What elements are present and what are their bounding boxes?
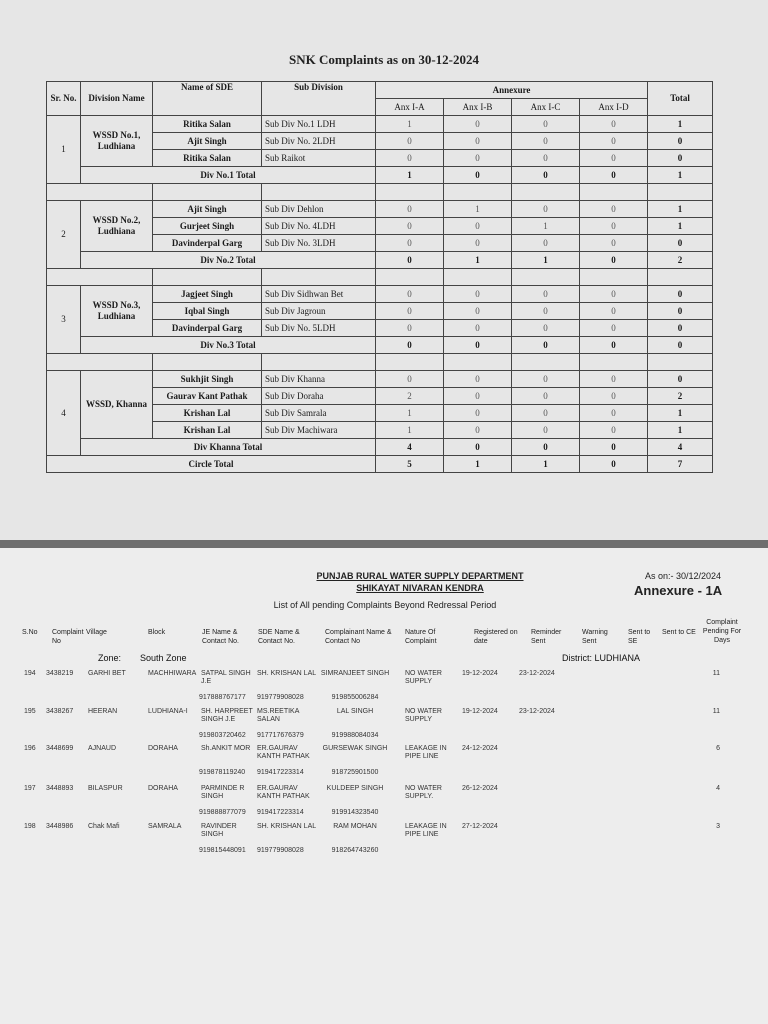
header-cell: Registered on date [474, 629, 518, 645]
division-total-t: 0 [648, 337, 713, 354]
empty-cell [648, 184, 713, 201]
row-sde-phone: 919779908028 [257, 847, 304, 854]
sub-division-cell: Sub Div Jagroun [262, 303, 376, 320]
row-reminder: 23-12-2024 [519, 708, 555, 715]
empty-cell [512, 354, 580, 371]
kendra-title: SHIKAYAT NIVARAN KENDRA [356, 583, 484, 593]
row-sno: 197 [24, 785, 36, 792]
empty-cell [444, 269, 512, 286]
anx-d-cell: 0 [580, 150, 648, 167]
sub-division-cell: Sub Div No. 3LDH [262, 235, 376, 252]
anx-d-cell: 0 [580, 201, 648, 218]
anx-b-cell: 0 [444, 235, 512, 252]
empty-cell [81, 184, 153, 201]
spacer-row [47, 354, 713, 371]
row-pending-days: 11 [712, 670, 720, 677]
total-cell: 0 [648, 133, 713, 150]
anx-c-cell: 0 [512, 422, 580, 439]
col-annexure: Annexure [376, 82, 648, 99]
division-total-label: Div No.3 Total [81, 337, 376, 354]
sde-cell: Ritika Salan [153, 116, 262, 133]
row-sde-phone: 919779908028 [257, 694, 304, 701]
sr-no-cell: 1 [47, 116, 81, 184]
sub-division-cell: Sub Raikot [262, 150, 376, 167]
total-cell: 1 [648, 116, 713, 133]
anx-a-cell: 0 [376, 201, 444, 218]
anx-a-cell: 0 [376, 303, 444, 320]
row-nature: LEAKAGE IN PIPE LINE [405, 745, 447, 760]
row-registered: 26-12-2024 [462, 785, 498, 792]
row-je-name: PARMINDE R SINGH [201, 785, 245, 800]
sde-cell: Ajit Singh [153, 133, 262, 150]
empty-cell [648, 269, 713, 286]
row-block: MACHHIWARA [148, 670, 197, 677]
anx-d-cell: 0 [580, 371, 648, 388]
row-pending-days: 4 [716, 785, 720, 792]
header-cell: Reminder Sent [531, 629, 562, 645]
col-sr-no: Sr. No. [47, 82, 81, 116]
empty-cell [262, 354, 376, 371]
row-complaint-no: 3448893 [46, 785, 74, 792]
anx-d-cell: 0 [580, 235, 648, 252]
col-anx-c: Anx I-C [512, 99, 580, 116]
division-total-c: 0 [512, 439, 580, 456]
sub-division-cell: Sub Div Sidhwan Bet [262, 286, 376, 303]
header-cell: Complainant Name & Contact No [325, 629, 392, 645]
sub-division-cell: Sub Div No. 2LDH [262, 133, 376, 150]
division-total-t: 4 [648, 439, 713, 456]
as-on-date: As on:- 30/12/2024 [645, 571, 722, 581]
division-total-b: 0 [444, 439, 512, 456]
sub-division-cell: Sub Div Machiwara [262, 422, 376, 439]
row-sde-phone: 917717676379 [257, 732, 304, 739]
division-total-t: 1 [648, 167, 713, 184]
empty-cell [512, 184, 580, 201]
anx-c-cell: 0 [512, 286, 580, 303]
row-registered: 24-12-2024 [462, 745, 498, 752]
anx-b-cell: 0 [444, 133, 512, 150]
empty-cell [648, 354, 713, 371]
header-cell: Sent to SE [628, 629, 651, 645]
anx-c-cell: 0 [512, 201, 580, 218]
anx-d-cell: 0 [580, 286, 648, 303]
sr-no-cell: 4 [47, 371, 81, 456]
row-je-name: SATPAL SINGH J.E [201, 670, 251, 685]
anx-b-cell: 0 [444, 388, 512, 405]
col-sde: Name of SDE [153, 82, 262, 116]
anx-a-cell: 0 [376, 320, 444, 337]
row-je-phone: 919803720462 [199, 732, 246, 739]
row-complainant: LAL SINGH [336, 708, 374, 715]
division-total-d: 0 [580, 252, 648, 269]
division-total-label: Div Khanna Total [81, 439, 376, 456]
anx-d-cell: 0 [580, 116, 648, 133]
circle-total-d: 0 [580, 456, 648, 473]
row-reminder: 23-12-2024 [519, 670, 555, 677]
row-complaint-no: 3438219 [46, 670, 74, 677]
empty-cell [153, 269, 262, 286]
row-registered: 19-12-2024 [462, 708, 498, 715]
row-sde-name: ER.GAURAV KANTH PATHAK [257, 785, 310, 800]
row-je-name: SH. HARPREET SINGH J.E [201, 708, 253, 723]
anx-a-cell: 0 [376, 218, 444, 235]
row-village: BILASPUR [88, 785, 123, 792]
division-total-b: 0 [444, 167, 512, 184]
anx-a-cell: 0 [376, 286, 444, 303]
sde-cell: Ajit Singh [153, 201, 262, 218]
anx-b-cell: 0 [444, 405, 512, 422]
row-je-name: RAVINDER SINGH [201, 823, 237, 838]
table-row [47, 371, 713, 388]
anx-d-cell: 0 [580, 388, 648, 405]
anx-a-cell: 1 [376, 405, 444, 422]
division-total-a: 0 [376, 337, 444, 354]
row-complainant: RAM MOHAN [333, 823, 377, 830]
empty-cell [47, 354, 81, 371]
sub-division-cell: Sub Div No. 4LDH [262, 218, 376, 235]
sde-cell: Krishan Lal [153, 405, 262, 422]
empty-cell [444, 184, 512, 201]
total-cell: 0 [648, 150, 713, 167]
anx-b-cell: 1 [444, 201, 512, 218]
empty-cell [153, 184, 262, 201]
empty-cell [47, 269, 81, 286]
col-division: Division Name [81, 82, 153, 116]
division-total-b: 1 [444, 252, 512, 269]
row-pending-days: 3 [716, 823, 720, 830]
row-complainant-phone: 919855006284 [331, 694, 379, 701]
sub-division-cell: Sub Div No.1 LDH [262, 116, 376, 133]
anx-d-cell: 0 [580, 218, 648, 235]
division-total-a: 1 [376, 167, 444, 184]
row-pending-days: 6 [716, 745, 720, 752]
row-sde-name: MS.REETIKA SALAN [257, 708, 300, 723]
header-cell: JE Name & Contact No. [202, 629, 239, 645]
spacer-row [47, 184, 713, 201]
anx-b-cell: 0 [444, 320, 512, 337]
division-total-d: 0 [580, 167, 648, 184]
row-registered: 19-12-2024 [462, 670, 498, 677]
sde-cell: Davinderpal Garg [153, 320, 262, 337]
division-total-d: 0 [580, 439, 648, 456]
sde-cell: Jagjeet Singh [153, 286, 262, 303]
header-cell: Nature Of Complaint [405, 629, 437, 645]
header-cell: Warning Sent [582, 629, 608, 645]
sub-division-cell: Sub Div Doraha [262, 388, 376, 405]
anx-a-cell: 1 [376, 116, 444, 133]
sub-division-cell: Sub Div No. 5LDH [262, 320, 376, 337]
anx-d-cell: 0 [580, 133, 648, 150]
sub-division-cell: Sub Div Khanna [262, 371, 376, 388]
anx-b-cell: 0 [444, 116, 512, 133]
row-complainant-phone: 919988084034 [331, 732, 379, 739]
summary-table [46, 81, 713, 473]
anx-c-cell: 0 [512, 405, 580, 422]
row-complainant-phone: 918725901500 [331, 769, 379, 776]
table-row [47, 201, 713, 218]
summary-body [47, 116, 713, 473]
row-block: SAMRALA [148, 823, 182, 830]
summary-title: SNK Complaints as on 30-12-2024 [289, 52, 479, 67]
total-cell: 1 [648, 201, 713, 218]
division-total-row [47, 167, 713, 184]
anx-c-cell: 0 [512, 116, 580, 133]
circle-total-row [47, 456, 713, 473]
row-village: AJNAUD [88, 745, 117, 752]
empty-cell [262, 269, 376, 286]
anx-c-cell: 0 [512, 303, 580, 320]
empty-cell [262, 184, 376, 201]
row-complainant-phone: 919914323540 [331, 809, 379, 816]
anx-d-cell: 0 [580, 303, 648, 320]
division-total-d: 0 [580, 337, 648, 354]
anx-a-cell: 0 [376, 371, 444, 388]
sde-cell: Gaurav Kant Pathak [153, 388, 262, 405]
total-cell: 1 [648, 422, 713, 439]
row-sno: 195 [24, 708, 36, 715]
annexure-label: Annexure - 1A [634, 583, 723, 598]
empty-cell [512, 269, 580, 286]
division-cell: WSSD No.3, Ludhiana [81, 286, 153, 337]
division-total-c: 1 [512, 252, 580, 269]
sde-cell: Davinderpal Garg [153, 235, 262, 252]
row-sde-name: ER.GAURAV KANTH PATHAK [257, 745, 310, 760]
row-sde-phone: 919417223314 [257, 809, 304, 816]
division-total-row [47, 252, 713, 269]
row-sno: 198 [24, 823, 36, 830]
division-total-a: 4 [376, 439, 444, 456]
anx-b-cell: 0 [444, 150, 512, 167]
zone-value: South Zone [140, 653, 187, 663]
row-pending-days: 11 [712, 708, 720, 715]
anx-c-cell: 0 [512, 320, 580, 337]
row-complainant: SIMRANJEET SINGH [320, 670, 390, 677]
empty-cell [580, 269, 648, 286]
anx-c-cell: 0 [512, 150, 580, 167]
division-total-a: 0 [376, 252, 444, 269]
col-anx-a: Anx I-A [376, 99, 444, 116]
division-total-b: 0 [444, 337, 512, 354]
col-sub-division: Sub Division [262, 82, 376, 116]
anx-b-cell: 0 [444, 422, 512, 439]
row-complaint-no: 3448699 [46, 745, 74, 752]
sde-cell: Iqbal Singh [153, 303, 262, 320]
row-village: Chak Mafi [88, 823, 120, 830]
division-cell: WSSD, Khanna [81, 371, 153, 439]
row-complaint-no: 3448986 [46, 823, 74, 830]
anx-d-cell: 0 [580, 405, 648, 422]
row-sde-name: SH. KRISHAN LAL [257, 823, 317, 830]
col-anx-b: Anx I-B [444, 99, 512, 116]
empty-cell [81, 354, 153, 371]
division-total-label: Div No.2 Total [81, 252, 376, 269]
total-cell: 0 [648, 235, 713, 252]
total-cell: 1 [648, 218, 713, 235]
spacer-row [47, 269, 713, 286]
table-row [47, 286, 713, 303]
sr-no-cell: 3 [47, 286, 81, 354]
empty-cell [376, 184, 444, 201]
division-cell: WSSD No.1, Ludhiana [81, 116, 153, 167]
row-block: DORAHA [148, 745, 178, 752]
anx-b-cell: 0 [444, 218, 512, 235]
division-total-row [47, 337, 713, 354]
anx-a-cell: 2 [376, 388, 444, 405]
header-cell: Complaint Pending For Days [702, 619, 742, 644]
total-cell: 0 [648, 320, 713, 337]
row-sno: 196 [24, 745, 36, 752]
division-total-c: 0 [512, 337, 580, 354]
empty-cell [580, 354, 648, 371]
row-sde-phone: 919417223314 [257, 769, 304, 776]
row-je-name: Sh.ANKIT MOR [201, 745, 251, 752]
division-total-c: 0 [512, 167, 580, 184]
empty-cell [47, 184, 81, 201]
district-label: District: LUDHIANA [562, 653, 641, 663]
empty-cell [153, 354, 262, 371]
division-total-label: Div No.1 Total [81, 167, 376, 184]
anx-b-cell: 0 [444, 286, 512, 303]
circle-total-a: 5 [376, 456, 444, 473]
anx-c-cell: 0 [512, 371, 580, 388]
list-title: List of All pending Complaints Beyond Redressal Period [273, 600, 497, 610]
sde-cell: Gurjeet Singh [153, 218, 262, 235]
sde-cell: Krishan Lal [153, 422, 262, 439]
zone-label: Zone: [98, 653, 122, 663]
division-cell: WSSD No.2, Ludhiana [81, 201, 153, 252]
header-cell: Village [86, 629, 107, 636]
col-total: Total [648, 82, 713, 116]
row-village: GARHI BET [88, 670, 126, 677]
anx-a-cell: 1 [376, 422, 444, 439]
anx-b-cell: 0 [444, 303, 512, 320]
table-row [47, 116, 713, 133]
division-total-row [47, 439, 713, 456]
row-block: LUDHIANA-I [148, 708, 188, 715]
sde-cell: Ritika Salan [153, 150, 262, 167]
circle-total-c: 1 [512, 456, 580, 473]
row-complainant-phone: 918264743260 [331, 847, 379, 854]
row-nature: NO WATER SUPPLY [405, 670, 442, 685]
header-cell: SDE Name & Contact No. [258, 629, 300, 645]
anx-a-cell: 0 [376, 235, 444, 252]
empty-cell [376, 354, 444, 371]
sr-no-cell: 2 [47, 201, 81, 269]
sub-division-cell: Sub Div Dehlon [262, 201, 376, 218]
anx-d-cell: 0 [580, 422, 648, 439]
row-je-phone: 919815448091 [199, 847, 246, 854]
row-je-phone: 919878119240 [199, 769, 246, 776]
col-anx-d: Anx I-D [580, 99, 648, 116]
row-block: DORAHA [148, 785, 178, 792]
circle-total-b: 1 [444, 456, 512, 473]
sub-division-cell: Sub Div Samrala [262, 405, 376, 422]
empty-cell [81, 269, 153, 286]
anx-c-cell: 0 [512, 388, 580, 405]
empty-cell [580, 184, 648, 201]
header-cell: S.No [22, 629, 38, 636]
division-total-t: 2 [648, 252, 713, 269]
anx-a-cell: 0 [376, 150, 444, 167]
circle-total-label: Circle Total [47, 456, 376, 473]
anx-d-cell: 0 [580, 320, 648, 337]
anx-c-cell: 0 [512, 235, 580, 252]
row-complaint-no: 3438267 [46, 708, 74, 715]
row-nature: NO WATER SUPPLY. [405, 785, 442, 800]
total-cell: 1 [648, 405, 713, 422]
row-sde-name: SH. KRISHAN LAL [257, 670, 317, 677]
header-cell: Complaint No [52, 629, 84, 645]
total-cell: 0 [648, 286, 713, 303]
header-cell: Sent to CE [662, 629, 696, 636]
anx-c-cell: 1 [512, 218, 580, 235]
empty-cell [444, 354, 512, 371]
anx-a-cell: 0 [376, 133, 444, 150]
row-nature: LEAKAGE IN PIPE LINE [405, 823, 447, 838]
circle-total-t: 7 [648, 456, 713, 473]
header-cell: Block [148, 629, 166, 636]
row-sno: 194 [24, 670, 36, 677]
dept-title: PUNJAB RURAL WATER SUPPLY DEPARTMENT [316, 571, 524, 581]
row-complainant: GURSEWAK SINGH [322, 745, 388, 752]
anx-b-cell: 0 [444, 371, 512, 388]
sde-cell: Sukhjit Singh [153, 371, 262, 388]
anx-c-cell: 0 [512, 133, 580, 150]
row-nature: NO WATER SUPPLY [405, 708, 442, 723]
total-cell: 0 [648, 303, 713, 320]
row-complainant: KULDEEP SINGH [326, 785, 384, 792]
row-je-phone: 919888877079 [199, 809, 246, 816]
row-registered: 27-12-2024 [462, 823, 498, 830]
row-village: HEERAN [88, 708, 118, 715]
row-je-phone: 917888767177 [199, 694, 246, 701]
total-cell: 0 [648, 371, 713, 388]
total-cell: 2 [648, 388, 713, 405]
empty-cell [376, 269, 444, 286]
